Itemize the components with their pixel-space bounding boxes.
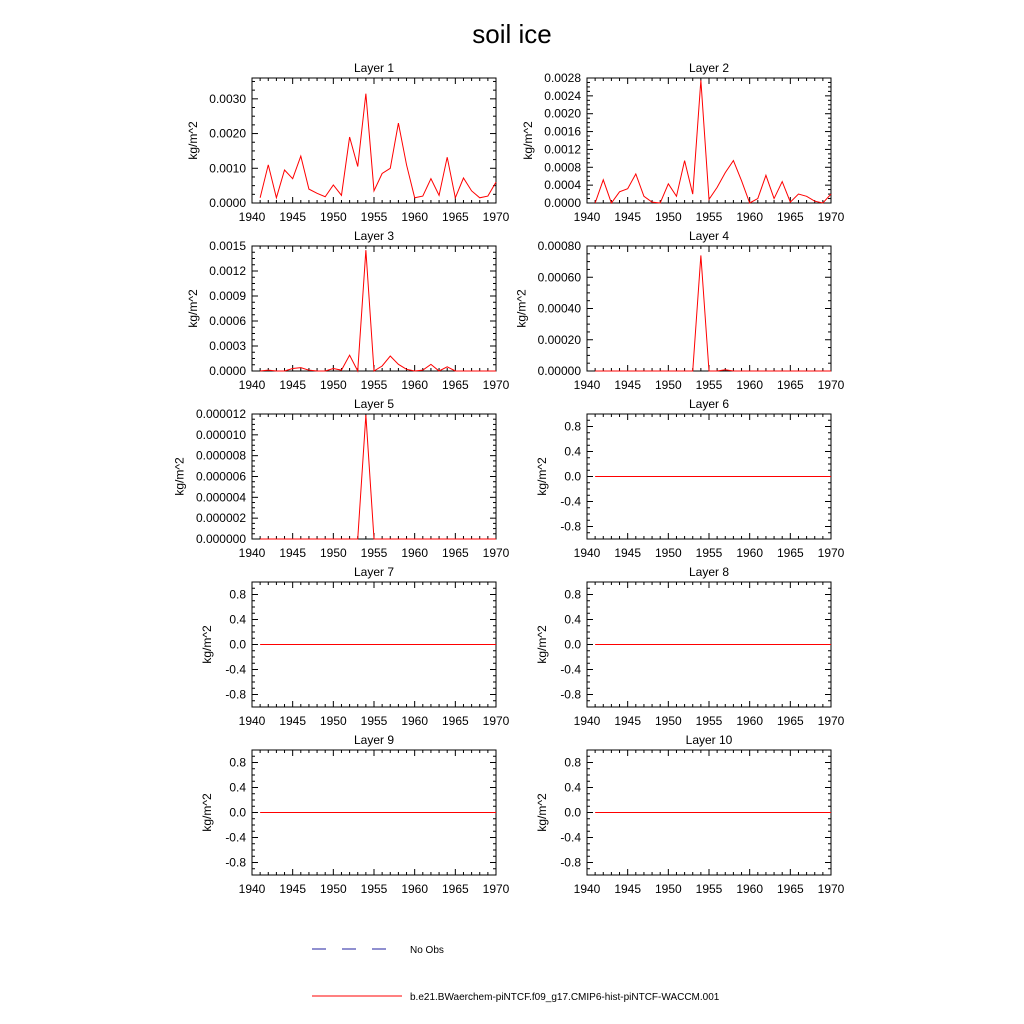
x-tick-label: 1950 (319, 714, 347, 728)
x-tick-label: 1940 (238, 546, 266, 560)
y-axis-label: kg/m^2 (521, 121, 536, 160)
x-tick-label: 1945 (614, 210, 642, 224)
x-tick-label: 1945 (614, 546, 642, 560)
x-tick-label: 1950 (319, 210, 347, 224)
y-tick-label: -0.8 (225, 687, 246, 702)
series-line (595, 255, 831, 371)
y-tick-label: 0.00000 (537, 364, 581, 378)
x-tick-label: 1960 (736, 714, 764, 728)
panel-layer-4 (514, 229, 844, 392)
x-tick-label: 1955 (695, 882, 723, 896)
legend-model-label: b.e21.BWaerchem-piNTCF.f09_g17.CMIP6-hist-piNTCF-WACCM.001 (410, 992, 720, 1003)
panel-title: Layer 5 (353, 397, 395, 411)
x-tick-label: 1945 (279, 882, 307, 896)
y-tick-label: -0.8 (560, 687, 581, 702)
panel-title: Layer 7 (353, 565, 395, 579)
x-tick-label: 1960 (401, 882, 429, 896)
panel-layer-3 (186, 229, 509, 392)
panel-title: Layer 2 (688, 61, 730, 75)
y-tick-label: 0.8 (564, 587, 581, 602)
series-line (260, 94, 496, 198)
y-tick-label: 0.000004 (195, 490, 246, 505)
series-line (260, 415, 496, 539)
x-tick-label: 1950 (654, 882, 682, 896)
y-axis-label: kg/m^2 (514, 289, 529, 328)
x-tick-label: 1950 (319, 882, 347, 896)
panel-title: Layer 9 (353, 733, 395, 747)
x-tick-label: 1940 (573, 378, 601, 392)
y-tick-label: 0.0000 (209, 364, 246, 378)
y-tick-label: -0.4 (560, 494, 581, 509)
x-tick-label: 1965 (441, 378, 469, 392)
x-tick-label: 1970 (817, 882, 845, 896)
series-line (260, 250, 496, 371)
x-tick-label: 1940 (238, 378, 266, 392)
x-tick-label: 1945 (279, 714, 307, 728)
figure-title: soil ice (472, 19, 552, 49)
x-tick-label: 1940 (573, 546, 601, 560)
x-tick-label: 1950 (319, 546, 347, 560)
y-tick-label: 0.4 (229, 612, 246, 627)
x-tick-label: 1940 (573, 882, 601, 896)
panel-layer-5 (173, 397, 510, 560)
x-tick-label: 1960 (401, 378, 429, 392)
x-tick-label: 1950 (654, 378, 682, 392)
x-tick-label: 1940 (238, 210, 266, 224)
x-tick-label: 1965 (776, 546, 804, 560)
x-tick-label: 1940 (573, 714, 601, 728)
y-tick-label: 0.4 (564, 780, 581, 795)
y-axis-label: kg/m^2 (199, 625, 214, 664)
x-tick-label: 1955 (695, 378, 723, 392)
y-tick-label: -0.4 (225, 830, 246, 845)
y-tick-label: 0.0010 (209, 161, 246, 176)
y-tick-label: 0.000010 (195, 427, 246, 442)
y-axis-label: kg/m^2 (172, 457, 187, 496)
y-tick-label: 0.0016 (544, 124, 581, 139)
y-tick-label: 0.8 (564, 419, 581, 434)
y-axis-label: kg/m^2 (534, 457, 549, 496)
y-axis-label: kg/m^2 (534, 793, 549, 832)
x-tick-label: 1955 (360, 210, 388, 224)
plot-frame (587, 246, 831, 371)
y-tick-label: 0.0004 (544, 178, 581, 193)
x-tick-label: 1945 (614, 378, 642, 392)
y-tick-label: 0.8 (229, 755, 246, 770)
panel-title: Layer 10 (685, 733, 733, 747)
x-tick-label: 1965 (441, 210, 469, 224)
x-tick-label: 1965 (776, 210, 804, 224)
y-tick-label: 0.0015 (209, 239, 246, 253)
y-tick-label: 0.00060 (537, 270, 581, 285)
panel-title: Layer 1 (353, 61, 395, 75)
y-tick-label: 0.000000 (195, 532, 246, 546)
x-tick-label: 1960 (401, 714, 429, 728)
x-tick-label: 1960 (736, 378, 764, 392)
plot-frame (252, 246, 496, 371)
x-tick-label: 1970 (482, 882, 510, 896)
x-tick-label: 1965 (776, 882, 804, 896)
y-tick-label: 0.4 (564, 444, 581, 459)
y-tick-label: 0.0012 (209, 264, 246, 278)
x-tick-label: 1940 (238, 882, 266, 896)
y-tick-label: 0.0006 (209, 314, 246, 328)
panel-layer-10 (535, 733, 845, 896)
panel-layer-9 (200, 733, 510, 896)
y-tick-label: 0.0020 (209, 126, 246, 141)
x-tick-label: 1950 (319, 378, 347, 392)
plot-frame (252, 414, 496, 539)
y-tick-label: 0.0 (564, 469, 581, 484)
y-tick-label: 0.000006 (195, 469, 246, 484)
x-tick-label: 1945 (614, 882, 642, 896)
panel-grid (173, 61, 845, 896)
y-tick-label: 0.0024 (544, 88, 581, 103)
y-axis-label: kg/m^2 (534, 625, 549, 664)
x-tick-label: 1940 (573, 210, 601, 224)
panel-layer-7 (200, 565, 510, 728)
y-tick-label: 0.0009 (209, 289, 246, 303)
panel-title: Layer 4 (688, 229, 730, 243)
panel-layer-8 (535, 565, 845, 728)
x-tick-label: 1965 (776, 714, 804, 728)
x-tick-label: 1970 (817, 210, 845, 224)
panel-layer-6 (535, 397, 845, 560)
x-tick-label: 1960 (736, 546, 764, 560)
plot-frame (587, 78, 831, 203)
panel-title: Layer 6 (688, 397, 730, 411)
panel-layer-1 (186, 61, 509, 224)
y-tick-label: 0.0 (564, 805, 581, 820)
y-axis-label: kg/m^2 (199, 793, 214, 832)
y-axis-label: kg/m^2 (186, 121, 201, 160)
x-tick-label: 1965 (441, 714, 469, 728)
y-tick-label: 0.0 (229, 805, 246, 820)
x-tick-label: 1945 (279, 378, 307, 392)
y-tick-label: 0.8 (564, 755, 581, 770)
plot-frame (252, 78, 496, 203)
x-tick-label: 1965 (441, 546, 469, 560)
x-tick-label: 1965 (441, 882, 469, 896)
x-tick-label: 1955 (360, 714, 388, 728)
x-tick-label: 1970 (817, 714, 845, 728)
x-tick-label: 1970 (482, 546, 510, 560)
y-tick-label: 0.8 (229, 587, 246, 602)
y-tick-label: 0.000002 (195, 511, 246, 526)
y-tick-label: 0.0 (564, 637, 581, 652)
x-tick-label: 1965 (776, 378, 804, 392)
y-tick-label: 0.00040 (537, 301, 581, 316)
y-tick-label: -0.8 (560, 855, 581, 870)
x-tick-label: 1970 (817, 378, 845, 392)
x-tick-label: 1945 (279, 210, 307, 224)
x-tick-label: 1960 (401, 546, 429, 560)
x-tick-label: 1945 (279, 546, 307, 560)
x-tick-label: 1955 (695, 714, 723, 728)
panel-title: Layer 8 (688, 565, 730, 579)
x-tick-label: 1950 (654, 546, 682, 560)
y-tick-label: -0.4 (560, 830, 581, 845)
y-axis-label: kg/m^2 (186, 289, 201, 328)
x-tick-label: 1970 (482, 714, 510, 728)
x-tick-label: 1950 (654, 714, 682, 728)
y-tick-label: 0.000008 (195, 448, 246, 463)
y-tick-label: 0.0030 (209, 91, 246, 106)
y-tick-label: 0.0000 (209, 196, 246, 210)
x-tick-label: 1955 (360, 378, 388, 392)
x-tick-label: 1955 (360, 882, 388, 896)
x-tick-label: 1970 (482, 210, 510, 224)
panel-layer-2 (521, 61, 844, 224)
x-tick-label: 1960 (736, 210, 764, 224)
x-tick-label: 1955 (695, 210, 723, 224)
x-tick-label: 1945 (614, 714, 642, 728)
series-line (595, 80, 831, 203)
legend-obs-label: No Obs (410, 945, 444, 956)
y-tick-label: -0.4 (225, 662, 246, 677)
y-tick-label: 0.0012 (544, 142, 581, 157)
y-tick-label: 0.4 (564, 612, 581, 627)
y-tick-label: -0.8 (560, 519, 581, 534)
y-tick-label: 0.00080 (537, 239, 581, 253)
x-tick-label: 1950 (654, 210, 682, 224)
x-tick-label: 1970 (482, 378, 510, 392)
y-tick-label: 0.0000 (544, 196, 581, 210)
y-tick-label: 0.000012 (195, 407, 246, 421)
x-tick-label: 1970 (817, 546, 845, 560)
panel-title: Layer 3 (353, 229, 395, 243)
x-tick-label: 1940 (238, 714, 266, 728)
y-tick-label: 0.4 (229, 780, 246, 795)
y-tick-label: 0.0003 (209, 339, 246, 353)
y-tick-label: 0.0008 (544, 160, 581, 175)
y-tick-label: 0.0020 (544, 106, 581, 121)
y-tick-label: 0.0 (229, 637, 246, 652)
legend (312, 945, 720, 1003)
x-tick-label: 1955 (360, 546, 388, 560)
x-tick-label: 1960 (736, 882, 764, 896)
y-tick-label: -0.4 (560, 662, 581, 677)
x-tick-label: 1960 (401, 210, 429, 224)
y-tick-label: 0.0028 (544, 71, 581, 85)
x-tick-label: 1955 (695, 546, 723, 560)
y-tick-label: 0.00020 (537, 332, 581, 347)
y-tick-label: -0.8 (225, 855, 246, 870)
